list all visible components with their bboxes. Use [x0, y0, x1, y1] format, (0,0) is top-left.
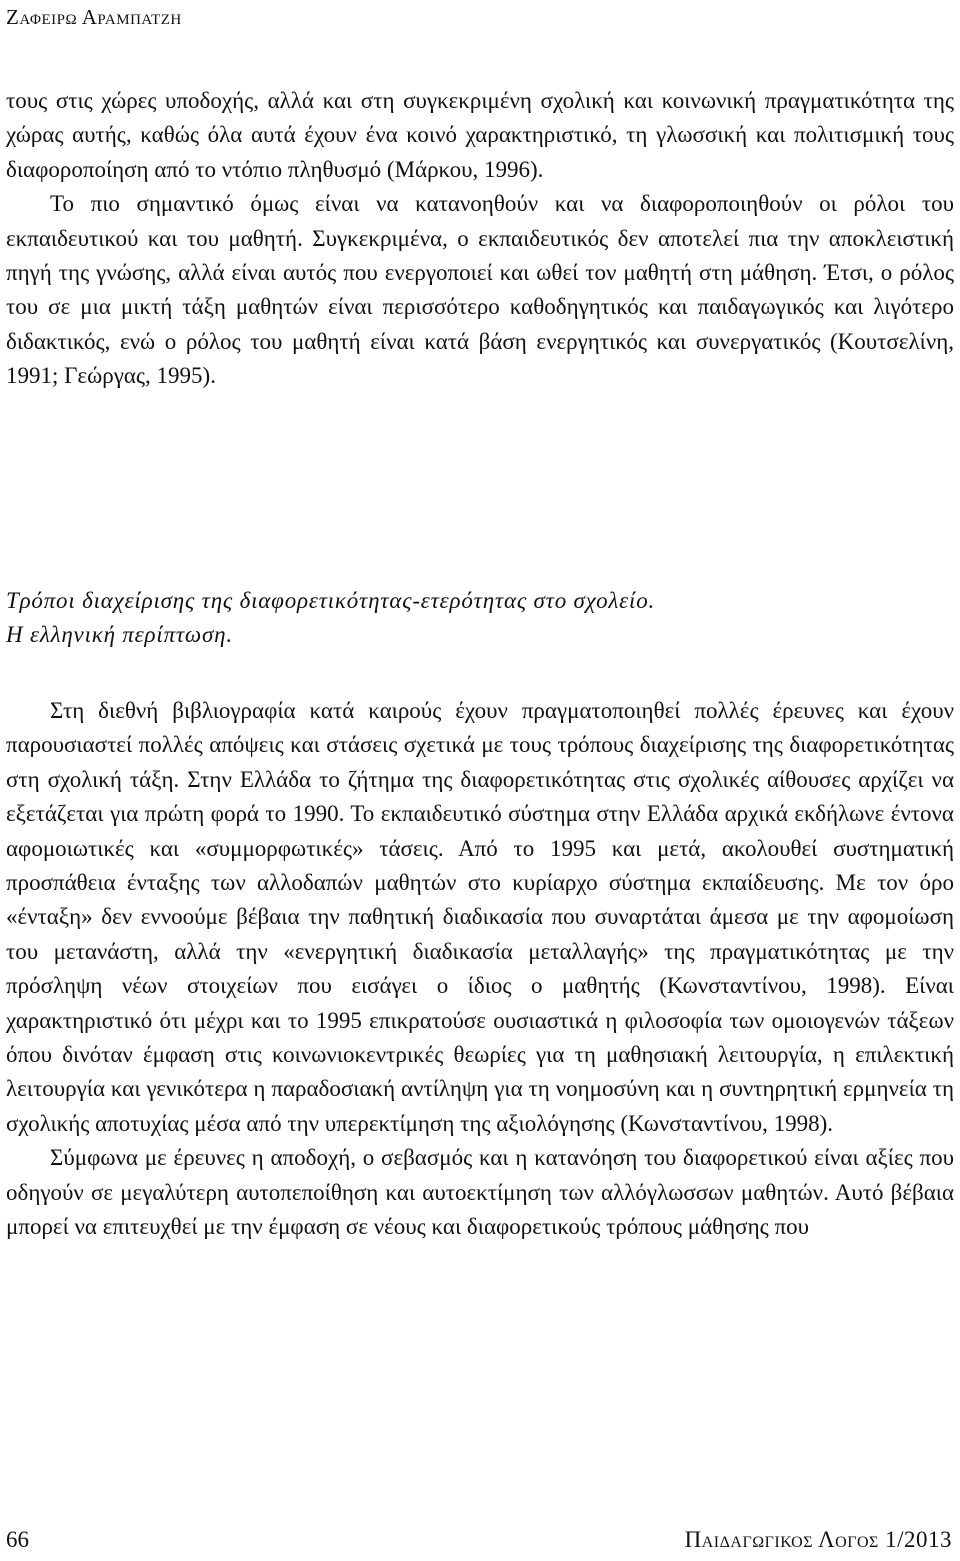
paragraph-continuation: τους στις χώρες υποδοχής, αλλά και στη συγκεκριμένη σχολική και κοινωνική πραγματικότητα της χώρας αυτής, καθώς όλα αυτά έχουν ένα κοινό χαρακτηριστικό, τη γλωσσική και πολιτισμική τους διαφοροποίηση από το ντόπιο πληθυσμό (Μάρκου, 1996).	[6, 88, 954, 182]
section-heading	[6, 584, 954, 652]
section-heading-line-1: Τρόποι διαχείρισης της διαφορετικότητας-ετερότητας στο σχολείο.	[6, 588, 656, 613]
section-heading-line-2: Η ελληνική περίπτωση.	[6, 622, 233, 647]
page-number: 66	[6, 1527, 29, 1552]
journal-name: Παιδαγωγικος Λογος 1/2013	[684, 1527, 952, 1552]
page-footer	[6, 1525, 954, 1555]
document-page	[6, 0, 954, 1561]
paragraph-roles: Το πιο σημαντικό όμως είναι να κατανοηθούν και να διαφοροποιηθούν οι ρόλοι του εκπαιδευτικού και του μαθητή. Συγκεκριμένα, ο εκπαιδευτικός δεν αποτελεί πια την αποκλειστική πηγή της γνώσης, αλλά είναι αυτός που ενεργοποιεί και ωθεί τον μαθητή στη μάθηση. Έτσι, ο ρόλος του σε μια μικτή τάξη μαθητών είναι περισσότερο καθοδηγητικός και παιδαγωγικός και λιγότερο διδακτικός, ενώ ο ρόλος του μαθητή είναι κατά βάση ενεργητικός και συνεργατικός (Κουτσελίνη, 1991; Γεώργας, 1995).	[6, 191, 954, 389]
running-head-author: Ζαφειρω Αραμπατζη	[6, 5, 182, 29]
paragraph-research: Σύμφωνα με έρευνες η αποδοχή, ο σεβασμός και η κατανόηση του διαφορετικού είναι αξίες που οδηγούν σε μεγαλύτερη αυτοπεποίθηση και αυτοεκτίμηση των αλλόγλωσσων μαθητών. Αυτό βέβαια μπορεί να επιτευχθεί με την έμφαση σε νέους και διαφορετικούς τρόπους μάθησης που	[6, 1145, 954, 1240]
body-text-top	[6, 84, 954, 394]
paragraph-literature: Στη διεθνή βιβλιογραφία κατά καιρούς έχουν πραγματοποιηθεί πολλές έρευνες και έχουν παρουσιαστεί πολλές απόψεις και στάσεις σχετικά με τους τρόπους διαχείρισης της διαφορετικότητας στη σχολική τάξη. Στην Ελλάδα το ζήτημα της διαφορετικότητας στις σχολικές αίθουσες αρχίζει να εξετάζεται για πρώτη φορά το 1990. Το εκπαιδευτικό σύστημα στην Ελλάδα αρχικά εκδήλωνε έντονα αφομοιωτικές και «συμμορφωτικές» τάσεις. Από το 1995 και μετά, ακολουθεί συστηματική προσπάθεια ένταξης των αλλοδαπών μαθητών στο κυρίαρχο σύστημα εκπαίδευσης. Με τον όρο «ένταξη» δεν εννοούμε βέβαια την παθητική διαδικασία που συναρτάται άμεσα με την αφομοίωση του μετανάστη, αλλά την «ενεργητική διαδικασία μεταλλαγής» της πραγματικότητας με την πρόσληψη νέων στοιχείων που εισάγει ο ίδιος ο μαθητής (Κωνσταντίνου, 1998). Είναι χαρακτηριστικό ότι μέχρι και το 1995 επικρατούσε ουσιαστικά η φιλοσοφία των ομοιογενών τάξεων όπου δινόταν έμφαση στις κοινωνιοκεντρικές θεωρίες για τη μαθησιακή λειτουργία, η επιλεκτική λειτουργία και γενικότερα η παραδοσιακή αντίληψη για τη νοημοσύνη και η συντηρητική ερμηνεία τη σχολικής αποτυχίας μέσα από την υπερεκτίμηση της αξιολόγησης (Κωνσταντίνου, 1998).	[6, 698, 954, 1136]
section-body-text	[6, 694, 954, 1245]
